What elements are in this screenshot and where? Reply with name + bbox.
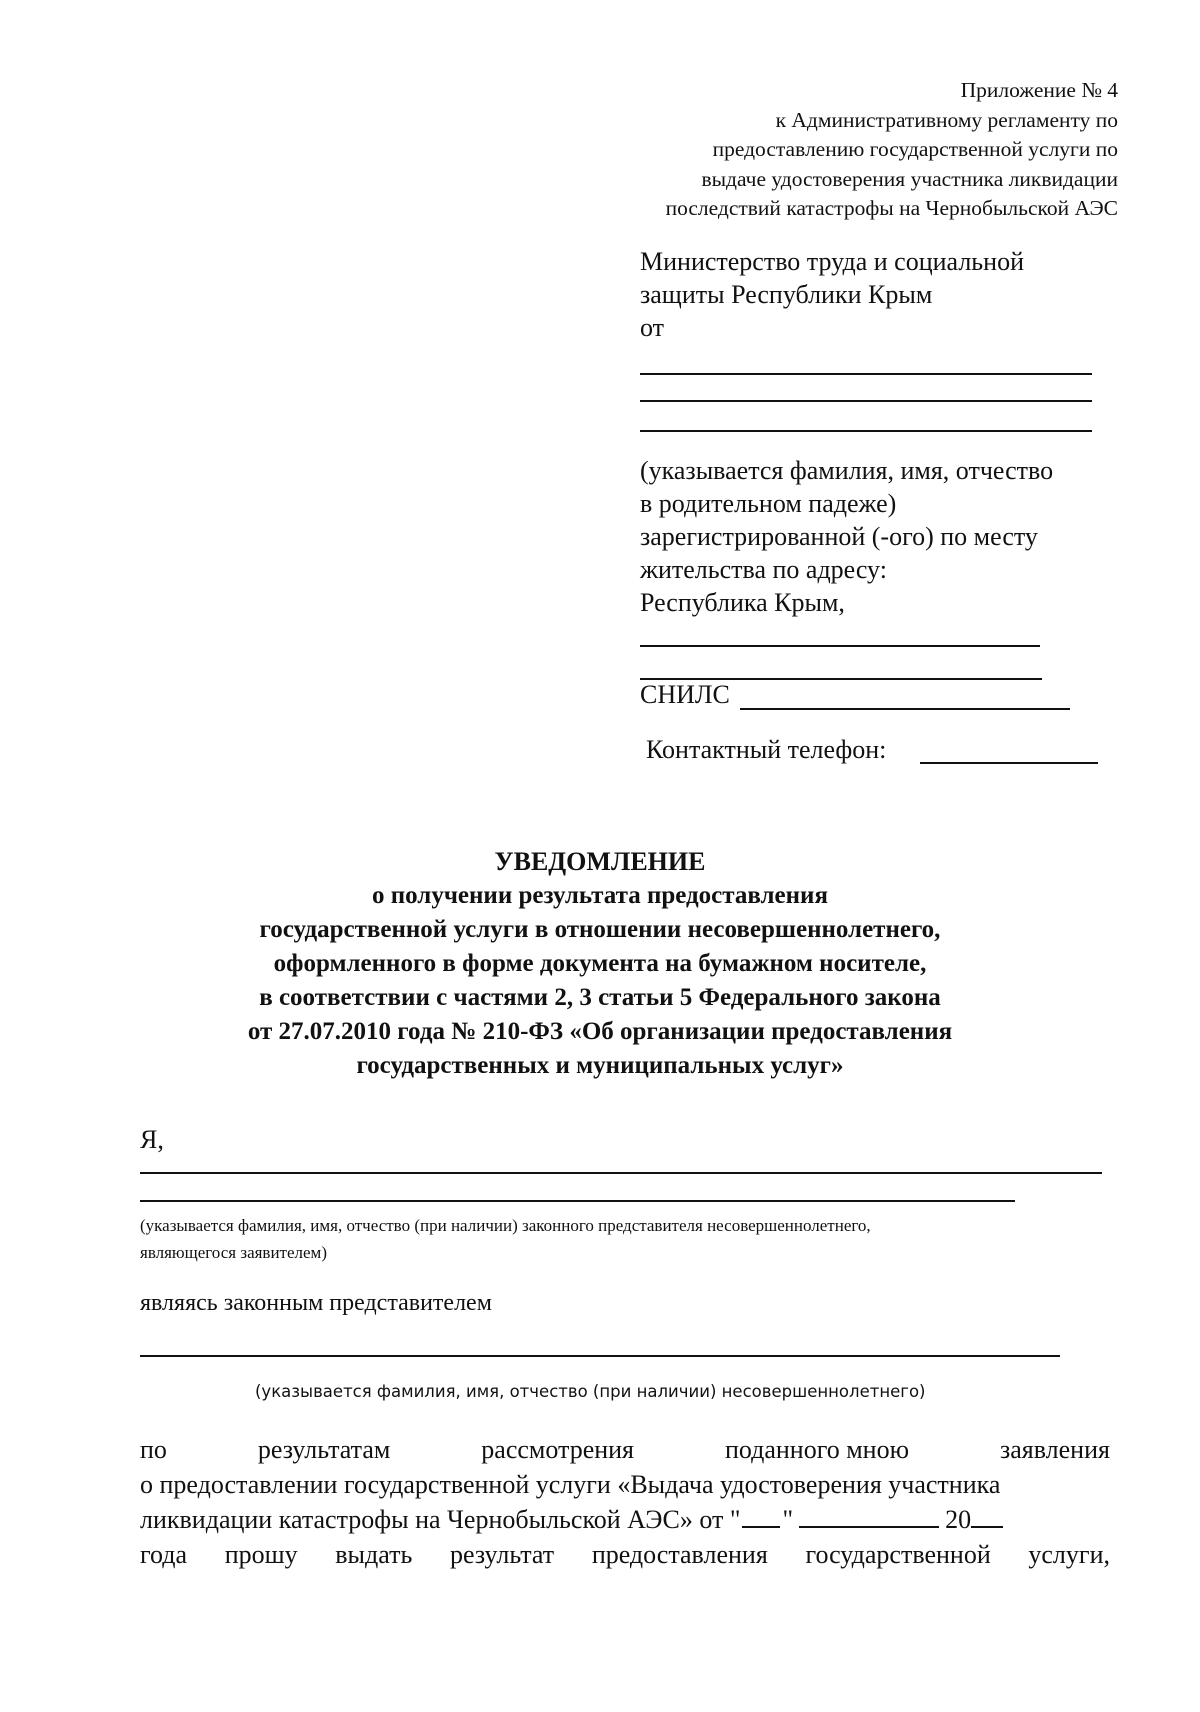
notice-title-main: УВЕДОМЛЕНИЕ [494,847,706,876]
word: услуги, [1028,1540,1110,1569]
applicant-hint-line-4: жительства по адресу: [640,555,887,584]
word: рассмотрения [481,1435,635,1464]
representative-name-line-1[interactable] [140,1172,1102,1174]
year-field[interactable] [971,1504,1003,1528]
annex-line-1: Приложение № 4 [960,78,1118,102]
notice-title-line-5: от 27.07.2010 года № 210-ФЗ «Об организации предоставления [247,1018,953,1045]
phone-label: Контактный телефон: [646,735,887,764]
i-label: Я, [140,1125,164,1154]
snils-label: СНИЛС [640,680,730,709]
applicant-hint-line-1: (указывается фамилия, имя, отчество [640,456,1054,485]
year-prefix: 20 [945,1505,972,1534]
notice-title-line-3: оформленного в форме документа на бумажном носителе, [273,950,927,977]
word: выдать [335,1540,413,1569]
annex-header [666,76,1118,224]
word: предоставления [591,1540,768,1569]
notice-title-line-1: о получении результата предоставления [371,882,828,909]
applicant-hint-block [640,454,1053,619]
snils-field-line[interactable] [740,708,1070,710]
addressee-block [640,245,1024,344]
phone-field-line[interactable] [920,762,1098,764]
request-paragraph [140,1432,1110,1572]
notice-title-line-4: в соответствии с частями 2, 3 статьи 5 Федерального закона [259,984,941,1011]
annex-line-5: последствий катастрофы на Чернобыльской АЭС [665,196,1118,220]
addressee-line-2: защиты Республики Крым [640,280,933,309]
annex-line-2: к Административному регламенту по [775,107,1118,132]
quote-mark: " [782,1505,794,1534]
paragraph-line-2: о предоставлении государственной услуги «Выдача удостоверения участника [140,1470,1001,1499]
applicant-name-line-1[interactable] [640,373,1092,375]
representative-name-line-2[interactable] [140,1200,1015,1202]
representative-note-line-2: являющегося заявителем) [140,1243,327,1262]
word: года [140,1540,188,1569]
minor-name-note: (указывается фамилия, имя, отчество (при наличии) несовершеннолетнего) [255,1382,926,1401]
address-line-1[interactable] [640,645,1040,647]
day-field[interactable] [742,1504,780,1528]
word: поданного мною [724,1435,910,1464]
word: результат [449,1540,555,1569]
paragraph-line-3-text: ликвидации катастрофы на Чернобыльской АЭС» от " [140,1505,741,1534]
paragraph-line-4 [140,1537,1110,1572]
word: результатам [257,1435,391,1464]
applicant-name-line-3[interactable] [640,430,1092,432]
annex-line-4: выдаче удостоверения участника ликвидации [701,166,1118,191]
applicant-name-line-2[interactable] [640,400,1092,402]
representative-note-line-1: (указывается фамилия, имя, отчество (при наличии) законного представителя несовершеннолетнего, [140,1216,871,1235]
minor-name-line[interactable] [140,1355,1060,1357]
paragraph-line-3 [140,1502,1110,1537]
annex-line-3: предоставлению государственной услуги по [712,137,1118,161]
applicant-hint-line-5: Республика Крым, [640,588,845,617]
word: заявления [999,1435,1110,1464]
word: прошу [224,1540,298,1569]
word: государственной [805,1540,991,1569]
word: по [140,1435,167,1464]
representative-note [140,1212,871,1266]
applicant-hint-line-3: зарегистрированной (-ого) по месту [640,522,1038,551]
paragraph-line-1 [140,1432,1110,1467]
notice-title [0,845,1200,1083]
addressee-from: от [640,313,665,342]
applicant-hint-line-2: в родительном падеже) [640,489,897,518]
notice-title-line-2: государственной услуги в отношении несовершеннолетнего, [259,916,941,943]
notice-title-line-6: государственных и муниципальных услуг» [356,1052,844,1079]
month-field[interactable] [799,1504,939,1528]
addressee-line-1: Министерство труда и социальной [640,247,1024,276]
being-representative-label: являясь законным представителем [140,1290,492,1316]
